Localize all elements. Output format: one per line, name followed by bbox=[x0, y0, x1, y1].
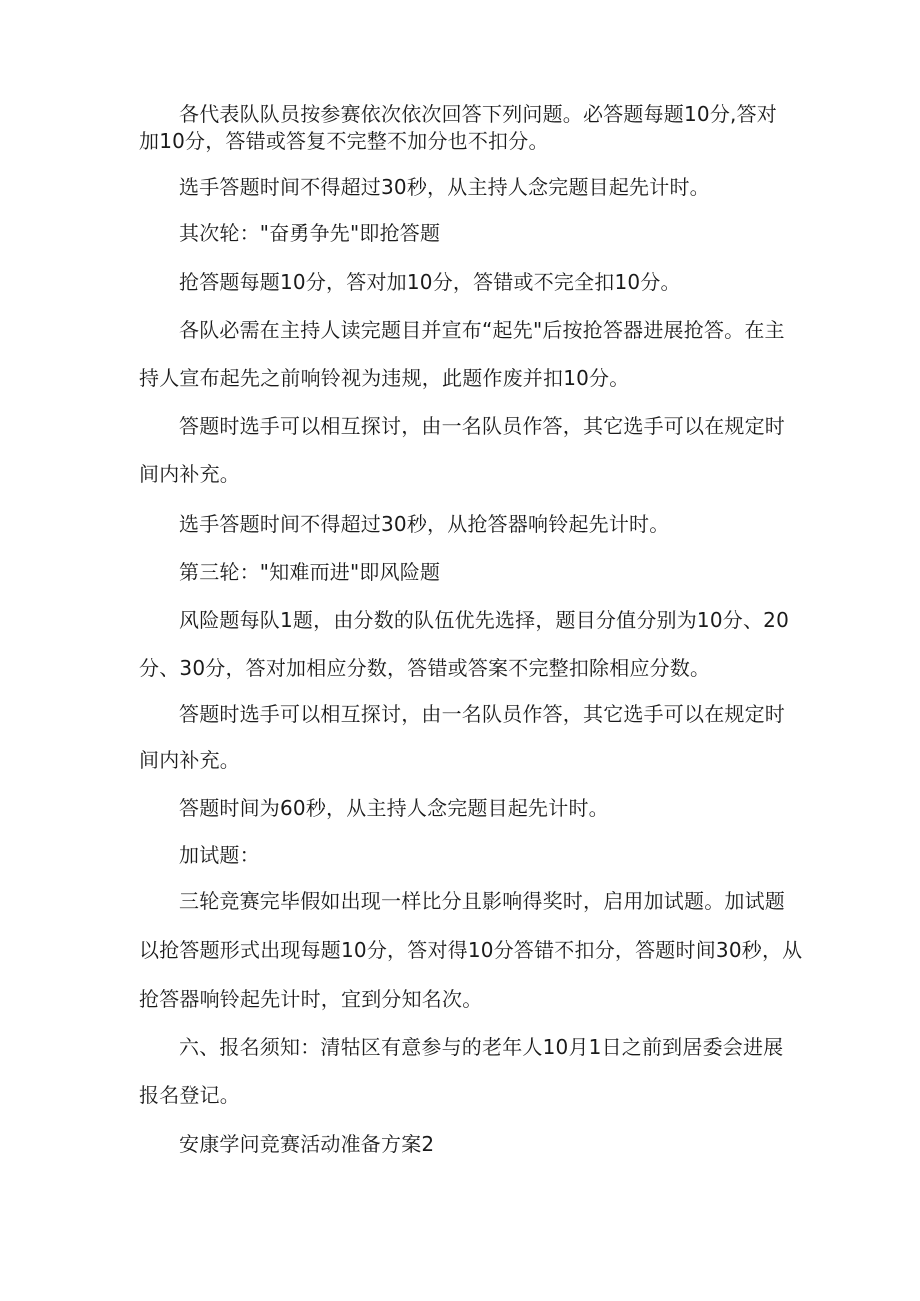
paragraph-line: 答题时选手可以相互探讨，由一名队员作答，其它选手可以在规定时 bbox=[179, 702, 785, 726]
paragraph-line: 答题时选手可以相互探讨，由一名队员作答，其它选手可以在规定时 bbox=[179, 414, 785, 438]
paragraph-line: 三轮竞赛完毕假如出现一样比分且影响得奖时，启用加试题。加试题 bbox=[179, 889, 785, 913]
paragraph-line: 答题时间为60秒，从主持人念完题目起先计时。 bbox=[179, 796, 609, 820]
paragraph-line: 报名登记。 bbox=[139, 1083, 240, 1107]
section-title: 安康学问竞赛活动准备方案2 bbox=[179, 1132, 435, 1156]
paragraph-line: 六、报名须知：清牯区有意参与的老年人10月1日之前到居委会进展 bbox=[179, 1035, 784, 1059]
paragraph-line: 间内补充。 bbox=[139, 462, 240, 486]
paragraph-line: 风险题每队1题，由分数的队伍优先选择，题目分值分别为10分、20 bbox=[179, 608, 790, 632]
paragraph-line: 各代表队队员按参赛依次依次回答下列问题。必答题每题10分,答对 bbox=[179, 102, 778, 126]
paragraph-line: 间内补充。 bbox=[139, 748, 240, 772]
paragraph-line: 选手答题时间不得超过30秒，从主持人念完题目起先计时。 bbox=[179, 175, 710, 199]
paragraph-line: 各队必需在主持人读完题目并宣布“起先"后按抢答器进展抢答。在主 bbox=[179, 318, 785, 342]
section-heading: 第三轮："知难而进"即风险题 bbox=[179, 560, 441, 584]
section-heading: 加试题： bbox=[179, 843, 260, 867]
paragraph-line: 持人宣布起先之前响铃视为违规，此题作废并扣10分。 bbox=[139, 366, 630, 390]
paragraph-line: 以抢答题形式出现每题10分，答对得10分答错不扣分，答题时间30秒，从 bbox=[139, 938, 803, 962]
section-heading: 其次轮："奋勇争先"即抢答题 bbox=[179, 221, 441, 245]
paragraph-line: 分、30分，答对加相应分数，答错或答案不完整扣除相应分数。 bbox=[139, 656, 711, 680]
paragraph-line: 选手答题时间不得超过30秒，从抢答器响铃起先计时。 bbox=[179, 512, 670, 536]
paragraph-line: 抢答器响铃起先计时，宜到分知名次。 bbox=[139, 987, 483, 1011]
paragraph-line: 抢答题每题10分，答对加10分，答错或不完全扣10分。 bbox=[179, 270, 681, 294]
paragraph-line: 加10分，答错或答复不完整不加分也不扣分。 bbox=[139, 129, 549, 153]
